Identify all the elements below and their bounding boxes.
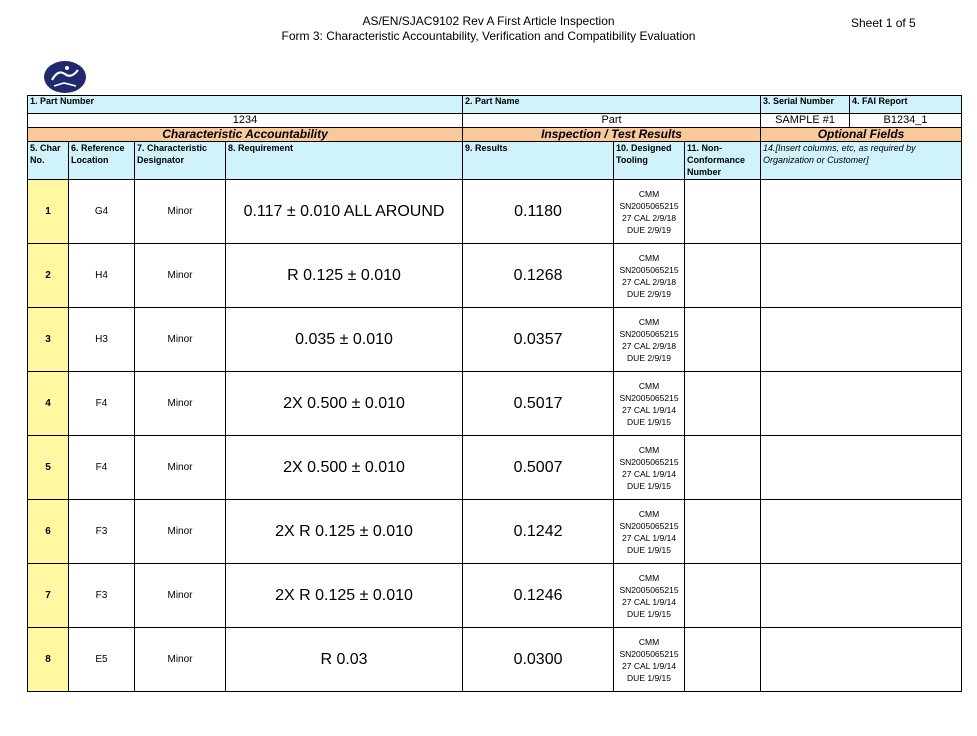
table-row xyxy=(28,180,962,244)
char-no-cell: 3 xyxy=(28,308,69,372)
designed-tooling-cell xyxy=(614,564,685,628)
reference-location-cell: G4 xyxy=(69,180,135,244)
result-cell[interactable]: 0.1180 xyxy=(463,180,614,244)
form-title-line2: Form 3: Characteristic Accountability, Verification and Compatibility Evaluation xyxy=(281,29,696,43)
tooling-line: SN2005065215 xyxy=(619,264,679,275)
table-row xyxy=(28,500,962,564)
form-title-line1: AS/EN/SJAC9102 Rev A First Article Inspection xyxy=(362,14,615,28)
nonconformance-cell[interactable] xyxy=(685,244,761,308)
designator-cell: Minor xyxy=(135,500,226,564)
part-number-field[interactable]: 1234 xyxy=(28,114,463,128)
tooling-line: 27 CAL 2/9/18 xyxy=(622,276,677,287)
designed-tooling-cell xyxy=(614,500,685,564)
col-header-results: 9. Results xyxy=(463,142,614,180)
tooling-line: DUE 2/9/19 xyxy=(627,224,671,235)
reference-location-cell: F3 xyxy=(69,500,135,564)
nonconformance-cell[interactable] xyxy=(685,308,761,372)
nonconformance-cell[interactable] xyxy=(685,372,761,436)
requirement-cell: R 0.03 xyxy=(226,628,463,692)
requirement-cell: 2X R 0.125 ± 0.010 xyxy=(226,500,463,564)
reference-location-cell: E5 xyxy=(69,628,135,692)
table-row xyxy=(28,308,962,372)
char-no-cell: 7 xyxy=(28,564,69,628)
tooling-line: DUE 1/9/15 xyxy=(627,672,671,683)
optional-field-cell[interactable] xyxy=(761,500,962,564)
tooling-line: DUE 1/9/15 xyxy=(627,416,671,427)
tooling-line: CMM xyxy=(638,636,660,647)
col-header-nonconformance: 11. Non-Conformance Number xyxy=(685,142,761,180)
optional-field-cell[interactable] xyxy=(761,308,962,372)
fai-form-table xyxy=(27,95,962,692)
form-title xyxy=(0,14,977,44)
tooling-line: SN2005065215 xyxy=(619,520,679,531)
result-cell[interactable]: 0.1246 xyxy=(463,564,614,628)
tooling-line: CMM xyxy=(638,188,660,199)
char-no-cell: 4 xyxy=(28,372,69,436)
tooling-line: CMM xyxy=(638,508,660,519)
designator-cell: Minor xyxy=(135,244,226,308)
tooling-line: DUE 2/9/19 xyxy=(627,352,671,363)
tooling-line: CMM xyxy=(638,380,660,391)
serial-number-label: 3. Serial Number xyxy=(761,96,850,114)
char-no-cell: 1 xyxy=(28,180,69,244)
char-no-cell: 2 xyxy=(28,244,69,308)
designed-tooling-cell xyxy=(614,372,685,436)
designator-cell: Minor xyxy=(135,628,226,692)
requirement-cell: 2X 0.500 ± 0.010 xyxy=(226,436,463,500)
table-row xyxy=(28,244,962,308)
char-no-cell: 5 xyxy=(28,436,69,500)
tooling-line: DUE 1/9/15 xyxy=(627,544,671,555)
tooling-line: CMM xyxy=(638,252,660,263)
tooling-line: 27 CAL 2/9/18 xyxy=(622,212,677,223)
tooling-line: DUE 1/9/15 xyxy=(627,608,671,619)
result-cell[interactable]: 0.0300 xyxy=(463,628,614,692)
part-name-field[interactable]: Part xyxy=(463,114,761,128)
company-logo-icon xyxy=(42,59,88,95)
nonconformance-cell[interactable] xyxy=(685,180,761,244)
tooling-line: 27 CAL 1/9/14 xyxy=(622,596,677,607)
designator-cell: Minor xyxy=(135,436,226,500)
tooling-line: 27 CAL 1/9/14 xyxy=(622,468,677,479)
tooling-line: SN2005065215 xyxy=(619,200,679,211)
section-results: Inspection / Test Results xyxy=(463,128,761,142)
reference-location-cell: F3 xyxy=(69,564,135,628)
tooling-line: 27 CAL 1/9/14 xyxy=(622,404,677,415)
tooling-line: SN2005065215 xyxy=(619,648,679,659)
char-no-cell: 8 xyxy=(28,628,69,692)
tooling-line: CMM xyxy=(638,572,660,583)
nonconformance-cell[interactable] xyxy=(685,628,761,692)
optional-field-cell[interactable] xyxy=(761,372,962,436)
table-row xyxy=(28,564,962,628)
requirement-cell: 2X R 0.125 ± 0.010 xyxy=(226,564,463,628)
designed-tooling-cell xyxy=(614,308,685,372)
tooling-line: 27 CAL 1/9/14 xyxy=(622,660,677,671)
requirement-cell: 2X 0.500 ± 0.010 xyxy=(226,372,463,436)
tooling-line: 27 CAL 1/9/14 xyxy=(622,532,677,543)
designed-tooling-cell xyxy=(614,180,685,244)
optional-field-cell[interactable] xyxy=(761,180,962,244)
reference-location-cell: H4 xyxy=(69,244,135,308)
tooling-line: SN2005065215 xyxy=(619,584,679,595)
table-row xyxy=(28,628,962,692)
result-cell[interactable]: 0.5007 xyxy=(463,436,614,500)
part-number-label: 1. Part Number xyxy=(28,96,463,114)
result-cell[interactable]: 0.1242 xyxy=(463,500,614,564)
requirement-cell: 0.117 ± 0.010 ALL AROUND xyxy=(226,180,463,244)
col-header-optional-note: 14.[Insert columns, etc, as required by Organization or Customer] xyxy=(761,142,962,180)
tooling-line: SN2005065215 xyxy=(619,456,679,467)
requirement-cell: 0.035 ± 0.010 xyxy=(226,308,463,372)
tooling-line: SN2005065215 xyxy=(619,328,679,339)
nonconformance-cell[interactable] xyxy=(685,564,761,628)
optional-field-cell[interactable] xyxy=(761,244,962,308)
optional-field-cell[interactable] xyxy=(761,564,962,628)
section-accountability: Characteristic Accountability xyxy=(28,128,463,142)
tooling-line: CMM xyxy=(638,316,660,327)
col-header-reference-location: 6. Reference Location xyxy=(69,142,135,180)
result-cell[interactable]: 0.1268 xyxy=(463,244,614,308)
tooling-line: DUE 2/9/19 xyxy=(627,288,671,299)
optional-field-cell[interactable] xyxy=(761,436,962,500)
part-name-label: 2. Part Name xyxy=(463,96,761,114)
col-header-designator: 7. Characteristic Designator xyxy=(135,142,226,180)
serial-number-field[interactable]: SAMPLE #1 xyxy=(761,114,850,128)
designed-tooling-cell xyxy=(614,436,685,500)
char-no-cell: 6 xyxy=(28,500,69,564)
fai-report-label: 4. FAI Report xyxy=(850,96,962,114)
optional-field-cell[interactable] xyxy=(761,628,962,692)
tooling-line: CMM xyxy=(638,444,660,455)
table-row xyxy=(28,372,962,436)
designator-cell: Minor xyxy=(135,372,226,436)
nonconformance-cell[interactable] xyxy=(685,436,761,500)
requirement-cell: R 0.125 ± 0.010 xyxy=(226,244,463,308)
col-header-char-no: 5. Char No. xyxy=(28,142,69,180)
reference-location-cell: H3 xyxy=(69,308,135,372)
designator-cell: Minor xyxy=(135,180,226,244)
reference-location-cell: F4 xyxy=(69,372,135,436)
reference-location-cell: F4 xyxy=(69,436,135,500)
designed-tooling-cell xyxy=(614,628,685,692)
designed-tooling-cell xyxy=(614,244,685,308)
col-header-requirement: 8. Requirement xyxy=(226,142,463,180)
sheet-number: Sheet 1 of 5 xyxy=(851,16,916,30)
tooling-line: DUE 1/9/15 xyxy=(627,480,671,491)
designator-cell: Minor xyxy=(135,308,226,372)
col-header-designed-tooling: 10. Designed Tooling xyxy=(614,142,685,180)
table-row xyxy=(28,436,962,500)
tooling-line: SN2005065215 xyxy=(619,392,679,403)
result-cell[interactable]: 0.5017 xyxy=(463,372,614,436)
tooling-line: 27 CAL 2/9/18 xyxy=(622,340,677,351)
fai-report-field[interactable]: B1234_1 xyxy=(850,114,962,128)
result-cell[interactable]: 0.0357 xyxy=(463,308,614,372)
section-optional: Optional Fields xyxy=(761,128,962,142)
designator-cell: Minor xyxy=(135,564,226,628)
nonconformance-cell[interactable] xyxy=(685,500,761,564)
characteristic-rows xyxy=(28,180,962,692)
